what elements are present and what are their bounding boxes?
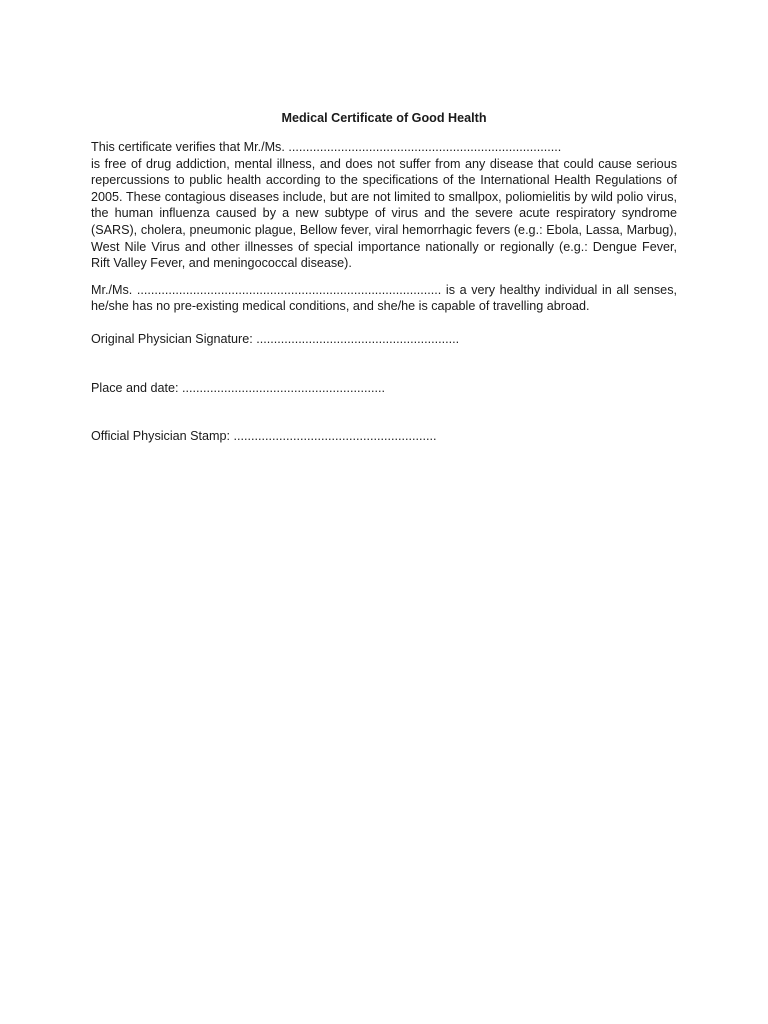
health-declaration-paragraph: is free of drug addiction, mental illness, and does not suffer from any disease that could cause serious repercussions to public health according to the specifications of the International Health Regulations of 2005. These contagious diseases include, but are not limited to smallpox, poliomielitis by wild polio virus, the human influenza caused by a new subtype of virus and the severe acute respiratory syndrome (SARS), cholera, pneumonic plague, Bellow fever, viral hemorrhagic fevers (e.g.: Ebola, Lassa, Marbug), West Nile Virus and other illnesses of special importance nationally or regionally (e.g.: Dengue Fever, Rift Valley Fever, and meningococcal disease). xyxy=(91,156,677,271)
certificate-page xyxy=(91,110,677,445)
physician-signature-field: Original Physician Signature: .......................................................... xyxy=(91,331,460,346)
place-and-date-field: Place and date: .......................................................... xyxy=(91,380,385,395)
certificate-title: Medical Certificate of Good Health xyxy=(281,111,487,125)
physician-stamp-field: Official Physician Stamp: .......................................................... xyxy=(91,429,437,444)
verification-line: This certificate verifies that Mr./Ms. .............................................................................. xyxy=(91,140,562,154)
fitness-statement-paragraph: Mr./Ms. ....................................................................................... is a very healthy individual in all senses, he/she has no pre-existing medical conditions, and she/he is capable of travelling abroad. xyxy=(91,282,677,314)
